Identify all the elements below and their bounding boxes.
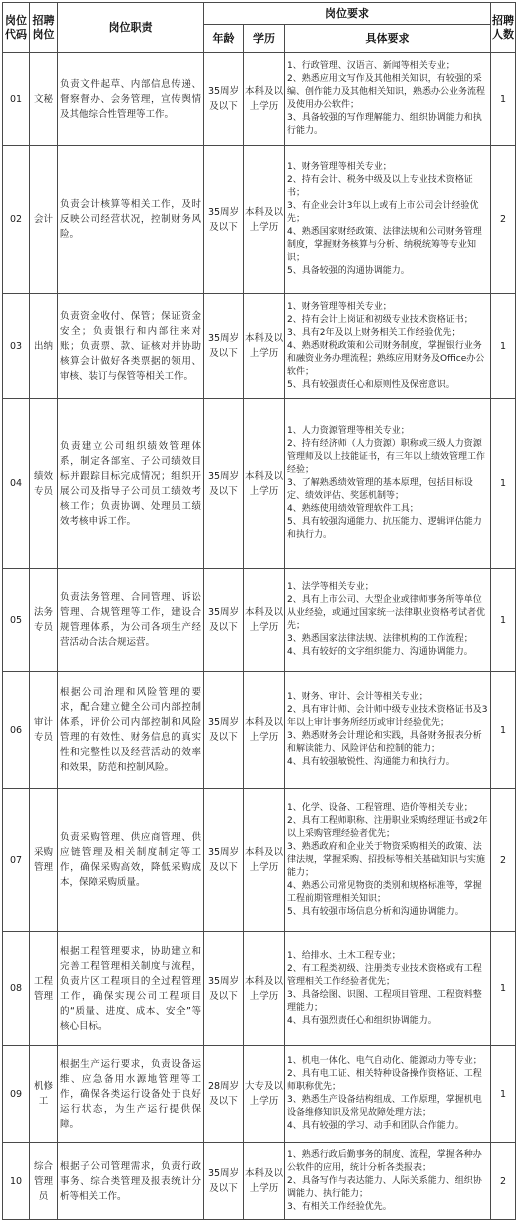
table-row bbox=[3, 789, 516, 932]
requirement-item: 2、持有经济师（人力资源）职称或三级人力资源管理师及以上技能证书，有三年以上绩效管理工作经验； bbox=[287, 439, 486, 475]
age-requirement: 35周岁及以下 bbox=[204, 1143, 244, 1220]
requirement-item: 1、财务管理等相关专业； bbox=[287, 162, 392, 172]
requirement-item: 2、持有会计、税务中级及以上专业技术资格证书； bbox=[287, 175, 473, 198]
header-duty: 岗位职责 bbox=[58, 3, 204, 53]
post-name: 机修工 bbox=[30, 1046, 58, 1143]
education-requirement: 本科及以上学历 bbox=[244, 399, 285, 569]
header-education: 学历 bbox=[244, 25, 285, 53]
post-name: 文秘 bbox=[30, 53, 58, 146]
age-requirement: 35周岁及以下 bbox=[204, 672, 244, 789]
hire-count: 1 bbox=[491, 399, 516, 569]
requirement-item: 2、具有上市公司、大型企业或律师事务所等单位从业经验，或通过国家统一法律职业资格考试者优先； bbox=[287, 595, 486, 631]
post-code: 04 bbox=[3, 399, 30, 569]
education-requirement: 大专及以上学历 bbox=[244, 1046, 285, 1143]
age-requirement: 35周岁及以下 bbox=[204, 789, 244, 932]
requirement-item: 4、具有较好的文字组织能力、沟通协调能力。 bbox=[287, 647, 473, 657]
table-row bbox=[3, 932, 516, 1046]
requirement-item: 4、熟悉国家财经政策、法律法规和公司财务管理制度，掌握财务核算与分析、纳税统筹等专业知识； bbox=[287, 227, 482, 263]
hire-count: 1 bbox=[491, 672, 516, 789]
requirement-item: 1、财务管理等相关专业； bbox=[287, 301, 392, 312]
requirement-item: 2、具备写作与表达能力、人际关系能力、组织协调能力、执行能力； bbox=[287, 1175, 482, 1199]
education-requirement: 本科及以上学历 bbox=[244, 294, 285, 399]
specific-requirements bbox=[285, 294, 491, 399]
requirement-item: 5、具有较强沟通能力、抗压能力、逻辑评估能力和执行力。 bbox=[287, 517, 482, 540]
table-row bbox=[3, 672, 516, 789]
requirement-item: 1、行政管理、汉语言、新闻等相关专业； bbox=[287, 61, 455, 71]
table-row bbox=[3, 569, 516, 672]
requirement-item: 3、具备较强的写作理解能力、组织协调能力和执行能力。 bbox=[287, 113, 482, 136]
post-code: 09 bbox=[3, 1046, 30, 1143]
post-name: 绩效专员 bbox=[30, 399, 58, 569]
education-requirement: 本科及以上学历 bbox=[244, 672, 285, 789]
age-requirement: 35周岁及以下 bbox=[204, 294, 244, 399]
hire-count: 1 bbox=[491, 1046, 516, 1143]
requirement-item: 5、具有较强市场信息分析和沟通协调能力。 bbox=[287, 906, 464, 917]
table-row bbox=[3, 146, 516, 294]
requirement-item: 4、具有较强的学习、动手和团队合作能力。 bbox=[287, 1121, 464, 1131]
post-duty: 负责法务管理、合同管理、诉讼管理、合规管理等工作，建设合规管理体系，为公司各项生产经营活动合法合规运营。 bbox=[58, 569, 204, 672]
requirement-item: 3、熟悉生产设备结构组成、工作原理，掌握机电设备维修知识及常见故障处理方法； bbox=[287, 1095, 482, 1118]
requirement-item: 5、具备较强的沟通协调能力。 bbox=[287, 266, 410, 276]
age-requirement: 35周岁及以下 bbox=[204, 146, 244, 294]
header-post: 招聘岗位 bbox=[30, 3, 58, 53]
requirement-item: 3、熟悉政府和企业关于物资采购相关的政策、法律法规，掌握采购、招投标等相关基础知识与实施能力； bbox=[287, 841, 486, 878]
header-code: 岗位代码 bbox=[3, 3, 30, 53]
header-specific: 具体要求 bbox=[285, 25, 491, 53]
table-body bbox=[3, 53, 516, 1220]
post-duty: 根据公司治理和风险管理的要求，配合建立健全公司内部控制体系，评价公司内部控制和风险管理的有效性、财务信息的真实性和完整性以及经营活动的效率和效果，防范和控制风险。 bbox=[58, 672, 204, 789]
hire-count: 2 bbox=[491, 1143, 516, 1220]
hire-count: 1 bbox=[491, 932, 516, 1046]
age-requirement: 35周岁及以下 bbox=[204, 53, 244, 146]
hire-count: 1 bbox=[491, 53, 516, 146]
requirement-item: 3、具备绘图、识图、工程项目管理、工程资料整理能力； bbox=[287, 989, 482, 1013]
specific-requirements bbox=[285, 789, 491, 932]
requirement-item: 4、具有强烈责任心和组织协调能力。 bbox=[287, 1015, 437, 1026]
specific-requirements bbox=[285, 1046, 491, 1143]
table-row bbox=[3, 399, 516, 569]
requirement-item: 2、具有审计师、会计师中级专业技术资格证书及3年以上审计事务所经历或审计经验优先； bbox=[287, 705, 488, 728]
specific-requirements bbox=[285, 53, 491, 146]
requirement-item: 3、具有2年及以上财务相关工作经验优先； bbox=[287, 327, 461, 338]
age-requirement: 35周岁及以下 bbox=[204, 932, 244, 1046]
specific-requirements bbox=[285, 932, 491, 1046]
education-requirement: 本科及以上学历 bbox=[244, 53, 285, 146]
hire-count: 2 bbox=[491, 146, 516, 294]
requirement-item: 4、熟练使用绩效管理软件工具； bbox=[287, 504, 419, 514]
requirement-item: 2、持有会计上岗证和初级专业技术资格证书； bbox=[287, 314, 473, 325]
hire-count: 1 bbox=[491, 294, 516, 399]
header-requirements: 岗位要求 bbox=[204, 3, 491, 25]
specific-requirements bbox=[285, 146, 491, 294]
education-requirement: 本科及以上学历 bbox=[244, 789, 285, 932]
post-name: 审计专员 bbox=[30, 672, 58, 789]
requirement-item: 3、熟悉财务会计理论和实践，具备财务报表分析和解读能力、风险评估和控制的能力； bbox=[287, 731, 482, 754]
requirement-item: 2、熟悉应用文写作及其他相关知识，有较强的采编、创作能力及其他相关知识，熟悉办公业务流程及使用办公软件； bbox=[287, 74, 486, 110]
specific-requirements bbox=[285, 1143, 491, 1220]
post-code: 02 bbox=[3, 146, 30, 294]
hire-count: 2 bbox=[491, 789, 516, 932]
requirement-item: 5、具有较强责任心和原则性及保密意识。 bbox=[287, 379, 455, 390]
age-requirement: 35周岁及以下 bbox=[204, 399, 244, 569]
requirement-item: 4、具有较强敏锐性、沟通能力和执行力。 bbox=[287, 757, 455, 767]
requirement-item: 1、化学、设备、工程管理、造价等相关专业； bbox=[287, 802, 473, 813]
post-duty: 负责建立公司组织绩效管理体系，制定各部室、子公司绩效目标并跟踪目标完成情况；组织开展公司及指导子公司员工绩效考核工作；负责协调、处理员工绩效考核申诉工作。 bbox=[58, 399, 204, 569]
post-name: 法务专员 bbox=[30, 569, 58, 672]
recruitment-table bbox=[2, 2, 516, 1220]
requirement-item: 1、机电一体化、电气自动化、能源动力等专业； bbox=[287, 1056, 482, 1066]
post-code: 06 bbox=[3, 672, 30, 789]
post-code: 05 bbox=[3, 569, 30, 672]
header-count: 招聘人数 bbox=[491, 3, 516, 53]
requirement-item: 3、熟悉国家法律法规、法律机构的工作流程； bbox=[287, 634, 473, 644]
education-requirement: 本科及以上学历 bbox=[244, 1143, 285, 1220]
table-row bbox=[3, 1046, 516, 1143]
post-name: 工程管理 bbox=[30, 932, 58, 1046]
requirement-item: 4、熟悉财税政策和公司财务制度，掌握银行业务和融资业务办理流程；熟练应用财务及Office办公软件； bbox=[287, 340, 485, 377]
requirement-item: 1、熟悉行政后勤事务的制度、流程，掌握各种办公软件的应用，统计分析各类报表； bbox=[287, 1149, 482, 1173]
specific-requirements bbox=[285, 399, 491, 569]
requirement-item: 1、给排水、土木工程专业； bbox=[287, 950, 401, 961]
post-duty: 根据生产运行要求，负责设备运维、应急备用水源地管理等工作，确保各类运行设备处于良好运行状态，为生产运行提供保障。 bbox=[58, 1046, 204, 1143]
education-requirement: 本科及以上学历 bbox=[244, 146, 285, 294]
hire-count: 1 bbox=[491, 569, 516, 672]
post-code: 07 bbox=[3, 789, 30, 932]
post-name: 会计 bbox=[30, 146, 58, 294]
requirement-item: 1、人力资源管理等相关专业； bbox=[287, 426, 410, 436]
age-requirement: 35周岁及以下 bbox=[204, 569, 244, 672]
post-name: 综合管理员 bbox=[30, 1143, 58, 1220]
header-age: 年龄 bbox=[204, 25, 244, 53]
requirement-item: 3、有企业会计3年以上或有上市公司会计经验优先； bbox=[287, 201, 479, 224]
requirement-item: 4、熟悉公司常见物资的类别和规格标准等，掌握工程前期管理相关知识； bbox=[287, 880, 482, 904]
table-row bbox=[3, 294, 516, 399]
table-row bbox=[3, 1143, 516, 1220]
specific-requirements bbox=[285, 569, 491, 672]
post-duty: 负责资金收付、保管；保证资金安全；负责银行和内部往来对账；负责票、款、证核对并协助核算会计做好各类票据的领用、审核、装订与保管等相关工作。 bbox=[58, 294, 204, 399]
post-name: 出纳 bbox=[30, 294, 58, 399]
specific-requirements bbox=[285, 672, 491, 789]
post-name: 采购管理 bbox=[30, 789, 58, 932]
requirement-item: 1、法学等相关专业； bbox=[287, 582, 374, 592]
post-code: 10 bbox=[3, 1143, 30, 1220]
post-duty: 负责会计核算等相关工作，及时反映公司经营状况，控制财务风险。 bbox=[58, 146, 204, 294]
post-duty: 负责采购管理、供应商管理、供应链管理及相关制度制定等工作，确保采购高效，降低采购成本，保障采购质量。 bbox=[58, 789, 204, 932]
requirement-item: 3、有相关工作经验优先。 bbox=[287, 1201, 392, 1212]
post-code: 01 bbox=[3, 53, 30, 146]
requirement-item: 2、具有电工证、相关特种设备操作资格证、工程师职称优先； bbox=[287, 1069, 482, 1092]
requirement-item: 2、有工程类初级、注册类专业技术资格或有工程管理相关工作经验者优先； bbox=[287, 963, 482, 987]
age-requirement: 28周岁及以下 bbox=[204, 1046, 244, 1143]
post-duty: 负责文件起草、内部信息传递、督察督办、会务管理，宣传舆情及其他综合性管理等工作。 bbox=[58, 53, 204, 146]
education-requirement: 本科及以上学历 bbox=[244, 569, 285, 672]
requirement-item: 2、具有工程师职称、注册职业采购经理证书或2年以上采购管理经验者优先； bbox=[287, 815, 488, 839]
post-code: 03 bbox=[3, 294, 30, 399]
table-row bbox=[3, 53, 516, 146]
post-code: 08 bbox=[3, 932, 30, 1046]
requirement-item: 3、了解熟悉绩效管理的基本原理，包括目标设定、绩效评估、奖惩机制等； bbox=[287, 478, 473, 501]
post-duty: 根据子公司管理需求，负责行政事务、综合类管理及报表统计分析等相关工作。 bbox=[58, 1143, 204, 1220]
requirement-item: 1、财务、审计、会计等相关专业； bbox=[287, 692, 428, 702]
post-duty: 根据工程管理要求，协助建立和完善工程管理相关制度与流程，负责片区工程项目的全过程管理工作，确保实现公司工程项目的“质量、进度、成本、安全”等核心目标。 bbox=[58, 932, 204, 1046]
education-requirement: 本科及以上学历 bbox=[244, 932, 285, 1046]
